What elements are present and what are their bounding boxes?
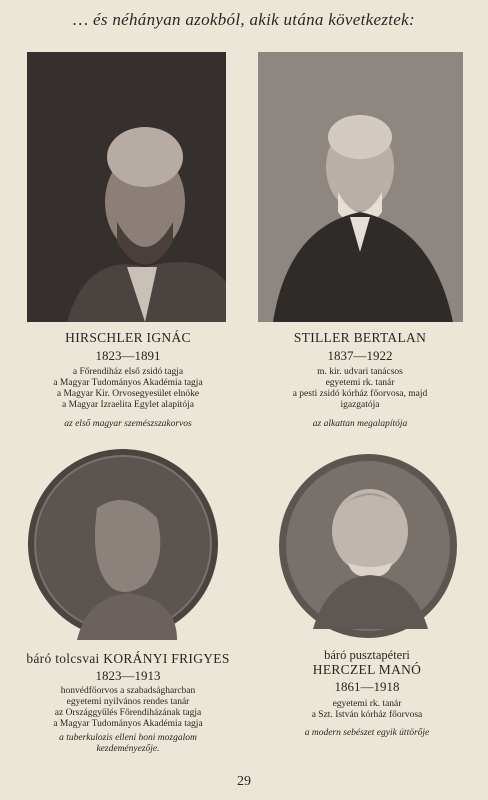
person-years: 1861—1918 [334,678,400,694]
person-description-line: a Szt. István kórház főorvosa [311,710,423,721]
person-note: az alkattan megalapítója [312,419,408,430]
person-name: HERCZEL MANÓ [312,662,422,677]
medal-herczel [278,453,458,639]
person-description-line: egyetemi rk. tanár [325,378,395,389]
person-description-line: a Főrendiház első zsidó tagja [72,367,184,378]
person-description-line: egyetemi rk. tanár [332,699,402,710]
person-years: 1837—1922 [327,347,393,363]
person-description-line: honvédfőorvos a szabadságharcban [60,686,196,697]
person-name: STILLER BERTALAN [293,330,427,345]
person-note: a modern sebészet egyik úttörője [304,728,430,739]
portrait-hirschler [27,52,226,322]
person-note: az első magyar szemészszakorvos [64,419,192,430]
person-name: báró tolcsvai KORÁNYI FRIGYES [26,651,230,666]
person-name: HIRSCHLER IGNÁC [65,330,191,345]
person-description-line: igazgatója [340,400,380,411]
page-heading: … és néhányan azokból, akik utána következtek: [73,10,415,29]
person-description-line: egyetemi nyilvános rendes tanár [66,697,190,708]
person-description-line: a Magyar Izraelita Egylet alapítója [62,400,194,411]
caption-herczel [262,648,472,739]
person-description-line: a Magyar Tudományos Akadémia tagja [53,719,203,730]
person-description-line: az Országgyűlés Főrendiházának tagja [54,708,202,719]
person-description-line: a pesti zsidó kórház főorvosa, majd [292,389,428,400]
person-description-line: m. kir. udvari tanácsos [317,367,403,378]
caption-koranyi [14,652,242,754]
caption-hirschler [20,331,236,430]
person-note: a tuberkulozis elleni honi mozgalom kezdeményezője. [59,733,197,754]
person-description-line: a Magyar Tudományos Akadémia tagja [53,378,203,389]
person-years: 1823—1913 [95,667,161,683]
caption-stiller [252,331,468,430]
person-description-line: a Magyar Kir. Orvosegyesület elnöke [56,389,200,400]
portrait-stiller [258,52,463,322]
medal-koranyi [27,448,219,640]
page-number: 29 [237,774,251,789]
person-years: 1823—1891 [95,347,161,363]
person-prefix: báró pusztapéteri [324,648,410,662]
